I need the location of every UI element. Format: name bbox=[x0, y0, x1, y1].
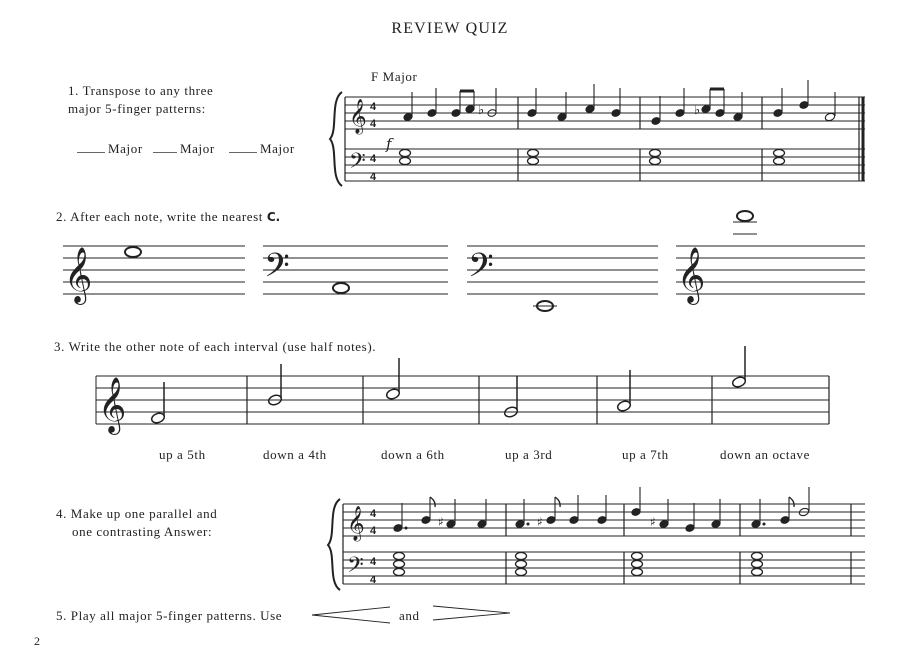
bass-clef-icon: 𝄢 bbox=[468, 247, 494, 293]
treble-clef-icon: 𝄞 bbox=[677, 247, 706, 303]
q2-target-note: C. bbox=[266, 210, 281, 224]
q1-barlines bbox=[518, 97, 863, 181]
svg-text:♯: ♯ bbox=[438, 515, 444, 529]
q3-half-notes bbox=[150, 346, 746, 424]
svg-text:♯: ♯ bbox=[650, 515, 656, 529]
svg-text:4: 4 bbox=[370, 556, 377, 568]
svg-text:4: 4 bbox=[370, 118, 377, 130]
q1-blank-1-label: Major bbox=[108, 141, 143, 156]
q2-staff-4 bbox=[676, 211, 865, 305]
q2-staff-2 bbox=[263, 246, 448, 294]
q3-interval-label: down a 4th bbox=[263, 447, 327, 462]
page-number: 2 bbox=[34, 634, 41, 648]
q2-staff-3 bbox=[467, 246, 658, 311]
treble-clef-icon: 𝄞 bbox=[349, 99, 367, 134]
treble-clef-icon: 𝄞 bbox=[347, 506, 365, 541]
q1-prompt-line1: 1. Transpose to any three bbox=[68, 83, 214, 98]
q1-bass-staff-lines bbox=[345, 149, 865, 181]
q2-staffs bbox=[63, 211, 865, 311]
q1-blank-3-label: Major bbox=[260, 141, 295, 156]
q4-barlines bbox=[506, 504, 851, 584]
q1-key-label: F Major bbox=[371, 69, 418, 84]
q1-brace bbox=[330, 92, 342, 186]
q4-grand-staff bbox=[328, 487, 865, 590]
q4-prompt-line1: 4. Make up one parallel and bbox=[56, 506, 218, 521]
q1-blank-2-label: Major bbox=[180, 141, 215, 156]
q5-prompt: 5. Play all major 5-finger patterns. Use bbox=[56, 608, 283, 623]
q5-hairpins bbox=[312, 606, 510, 623]
treble-clef-icon: 𝄞 bbox=[98, 377, 127, 433]
q3-interval-label: down an octave bbox=[720, 447, 810, 462]
page-title: REVIEW QUIZ bbox=[391, 20, 509, 37]
svg-text:♭: ♭ bbox=[478, 103, 485, 118]
crescendo-icon bbox=[312, 607, 390, 623]
q3-prompt: 3. Write the other note of each interval (use half notes). bbox=[54, 339, 377, 354]
svg-text:4: 4 bbox=[370, 508, 377, 520]
svg-text:4: 4 bbox=[370, 525, 377, 537]
q3-interval-label: down a 6th bbox=[381, 447, 445, 462]
bass-clef-icon: 𝄢 bbox=[347, 553, 364, 583]
q4-melody bbox=[393, 487, 810, 532]
whole-note bbox=[333, 283, 349, 293]
q1-prompt-line2: major 5-finger patterns: bbox=[68, 101, 206, 116]
q2-prompt-text: 2. After each note, write the nearest bbox=[56, 209, 264, 224]
bass-clef-icon: 𝄢 bbox=[349, 149, 366, 179]
forte-dynamic: f bbox=[386, 135, 392, 153]
bass-clef-icon: 𝄢 bbox=[264, 247, 290, 293]
q3-staff bbox=[96, 346, 829, 435]
q3-interval-label: up a 7th bbox=[622, 447, 669, 462]
q1-melody bbox=[403, 80, 836, 125]
q3-interval-label: up a 5th bbox=[159, 447, 206, 462]
svg-text:♯: ♯ bbox=[537, 515, 543, 529]
svg-text:♭: ♭ bbox=[694, 103, 701, 118]
treble-clef-icon: 𝄞 bbox=[64, 247, 93, 303]
q4-brace bbox=[328, 499, 340, 590]
q3-interval-label: up a 3rd bbox=[505, 447, 553, 462]
q1-grand-staff bbox=[330, 80, 865, 186]
q5-conjunction: and bbox=[399, 608, 420, 623]
svg-text:4: 4 bbox=[370, 574, 377, 586]
whole-note bbox=[125, 247, 141, 257]
svg-text:4: 4 bbox=[370, 101, 377, 113]
q2-staff-1 bbox=[63, 246, 245, 305]
svg-text:4: 4 bbox=[370, 153, 377, 165]
q4-time-signature bbox=[370, 508, 377, 586]
whole-note bbox=[737, 211, 753, 221]
q4-bass-chords bbox=[394, 553, 763, 576]
q1-treble-staff-lines bbox=[345, 97, 865, 129]
svg-text:4: 4 bbox=[370, 171, 377, 183]
decrescendo-icon bbox=[433, 606, 510, 620]
q4-prompt-line2: one contrasting Answer: bbox=[72, 524, 213, 539]
